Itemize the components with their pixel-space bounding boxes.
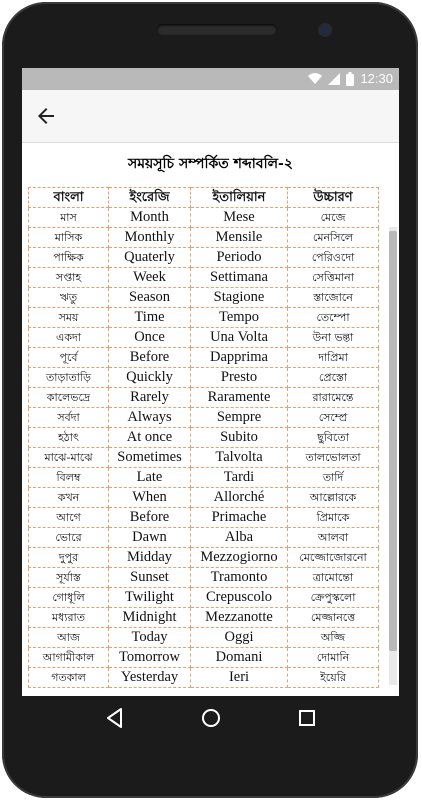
bangla-cell: বিলম্ব [29,468,109,488]
english-cell: Late [109,468,191,488]
bangla-cell: কখন [29,488,109,508]
english-cell: Today [109,628,191,648]
table-row [29,288,379,308]
page-title: সময়সূচি সম্পর্কিত শব্দাবলি-২ [128,156,293,172]
english-cell: Midday [109,548,191,568]
header-bangla: বাংলা [29,188,109,208]
italian-cell: Allorché [191,488,288,508]
pronunciation-cell: মেনসিলে [288,228,379,248]
status-time: 12:30 [360,71,393,86]
pronunciation-cell: তেম্পো [288,308,379,328]
pronunciation-cell: ত্রামোন্তো [288,568,379,588]
english-cell: Always [109,408,191,428]
pronunciation-cell: তার্দি [288,468,379,488]
pronunciation-cell: প্রেস্তো [288,368,379,388]
table-row [29,568,379,588]
italian-cell: Tempo [191,308,288,328]
italian-cell: Presto [191,368,288,388]
table-row [29,668,379,688]
italian-cell: Stagione [191,288,288,308]
english-cell: Tomorrow [109,648,191,668]
italian-cell: Tramonto [191,568,288,588]
battery-icon [346,72,354,86]
table-row [29,428,379,448]
table-row [29,548,379,568]
italian-cell: Crepuscolo [191,588,288,608]
arrow-left-icon[interactable] [34,104,58,128]
wifi-icon [308,73,322,85]
italian-cell: Mezzogiorno [191,548,288,568]
app-bar [22,90,399,143]
table-row [29,508,379,528]
italian-cell: Una Volta [191,328,288,348]
pronunciation-cell: ক্রেপুস্কলো [288,588,379,608]
bangla-cell: একদা [29,328,109,348]
italian-cell: Mese [191,208,288,228]
italian-cell: Talvolta [191,448,288,468]
italian-cell: Domani [191,648,288,668]
italian-cell: Alba [191,528,288,548]
table-row [29,368,379,388]
table-row [29,468,379,488]
table-row [29,528,379,548]
table-row [29,448,379,468]
english-cell: Time [109,308,191,328]
bangla-cell: কালেভদ্রে [29,388,109,408]
table-row [29,628,379,648]
front-camera [320,25,330,35]
pronunciation-cell: সেম্প্রে [288,408,379,428]
content-area[interactable] [22,143,399,696]
bangla-cell: তাড়াতাড়ি [29,368,109,388]
bangla-cell: পূর্বে [29,348,109,368]
bangla-cell: মাঝে-মাঝে [29,448,109,468]
bangla-cell: সপ্তাহ [29,268,109,288]
pronunciation-cell: উনা ভল্তা [288,328,379,348]
pronunciation-cell: রারামেন্তে [288,388,379,408]
bangla-cell: গোধূলি [29,588,109,608]
english-cell: Once [109,328,191,348]
pronunciation-cell: মেজে [288,208,379,228]
english-cell: At once [109,428,191,448]
pronunciation-cell: দাপ্রিমা [288,348,379,368]
pronunciation-cell: আলবা [288,528,379,548]
english-cell: Sunset [109,568,191,588]
pronunciation-cell: তালভোলতা [288,448,379,468]
english-cell: Yesterday [109,668,191,688]
table-row [29,588,379,608]
english-cell: When [109,488,191,508]
pronunciation-cell: স্তাজোনে [288,288,379,308]
bangla-cell: আজ [29,628,109,648]
table-row [29,348,379,368]
table-row [29,408,379,428]
english-cell: Midnight [109,608,191,628]
italian-cell: Primache [191,508,288,528]
italian-cell: Dapprima [191,348,288,368]
pronunciation-cell: ছুবিতো [288,428,379,448]
bangla-cell: দুপুর [29,548,109,568]
bangla-cell: গতকাল [29,668,109,688]
table-row [29,648,379,668]
english-cell: Season [109,288,191,308]
bangla-cell: সর্বদা [29,408,109,428]
table-row [29,208,379,228]
table-row [29,228,379,248]
bangla-cell: আগামীকাল [29,648,109,668]
home-circle-icon[interactable] [198,705,224,731]
table-row [29,388,379,408]
speaker-grille [157,24,277,35]
bangla-cell: মাসিক [29,228,109,248]
pronunciation-cell: অজ্জি [288,628,379,648]
table-header-row [29,188,379,208]
table-row [29,608,379,628]
table-body [29,208,379,688]
pronunciation-cell: আল্লোরকে [288,488,379,508]
bangla-cell: ভোরে [29,528,109,548]
english-cell: Sometimes [109,448,191,468]
english-cell: Before [109,508,191,528]
italian-cell: Raramente [191,388,288,408]
pronunciation-cell: পেরিওদো [288,248,379,268]
table-row [29,488,379,508]
header-pronunciation: উচ্চারণ [288,188,379,208]
english-cell: Before [109,348,191,368]
bangla-cell: সূর্যাস্ত [29,568,109,588]
table-row [29,328,379,348]
scrollbar-thumb[interactable] [389,231,397,651]
table-row [29,308,379,328]
italian-cell: Mezzanotte [191,608,288,628]
back-triangle-icon[interactable] [102,705,128,731]
english-cell: Twilight [109,588,191,608]
bangla-cell: পাক্ষিক [29,248,109,268]
italian-cell: Settimana [191,268,288,288]
table-row [29,268,379,288]
screen [22,68,399,696]
header-italian: ইতালিয়ান [191,188,288,208]
italian-cell: Oggi [191,628,288,648]
pronunciation-cell: সেত্তিমানা [288,268,379,288]
english-cell: Quickly [109,368,191,388]
pronunciation-cell: ইয়েরি [288,668,379,688]
bangla-cell: মধ্যরাত [29,608,109,628]
header-english: ইংরেজি [109,188,191,208]
bangla-cell: হঠাৎ [29,428,109,448]
english-cell: Dawn [109,528,191,548]
table-row [29,248,379,268]
italian-cell: Sempre [191,408,288,428]
pronunciation-cell: প্রিমাকে [288,508,379,528]
navigation-bar [22,696,399,740]
status-bar [22,68,399,90]
bangla-cell: আগে [29,508,109,528]
english-cell: Monthly [109,228,191,248]
signal-icon [328,73,340,85]
english-cell: Month [109,208,191,228]
bangla-cell: মাস [29,208,109,228]
italian-cell: Mensile [191,228,288,248]
bangla-cell: সময় [29,308,109,328]
italian-cell: Ieri [191,668,288,688]
vocabulary-table [28,187,379,688]
pronunciation-cell: দোমানি [288,648,379,668]
english-cell: Rarely [109,388,191,408]
italian-cell: Subito [191,428,288,448]
recents-square-icon[interactable] [294,705,320,731]
pronunciation-cell: মেজ্জোজোরনো [288,548,379,568]
bangla-cell: ঋতু [29,288,109,308]
italian-cell: Tardi [191,468,288,488]
english-cell: Quaterly [109,248,191,268]
italian-cell: Periodo [191,248,288,268]
english-cell: Week [109,268,191,288]
pronunciation-cell: মেজ্জানত্তে [288,608,379,628]
